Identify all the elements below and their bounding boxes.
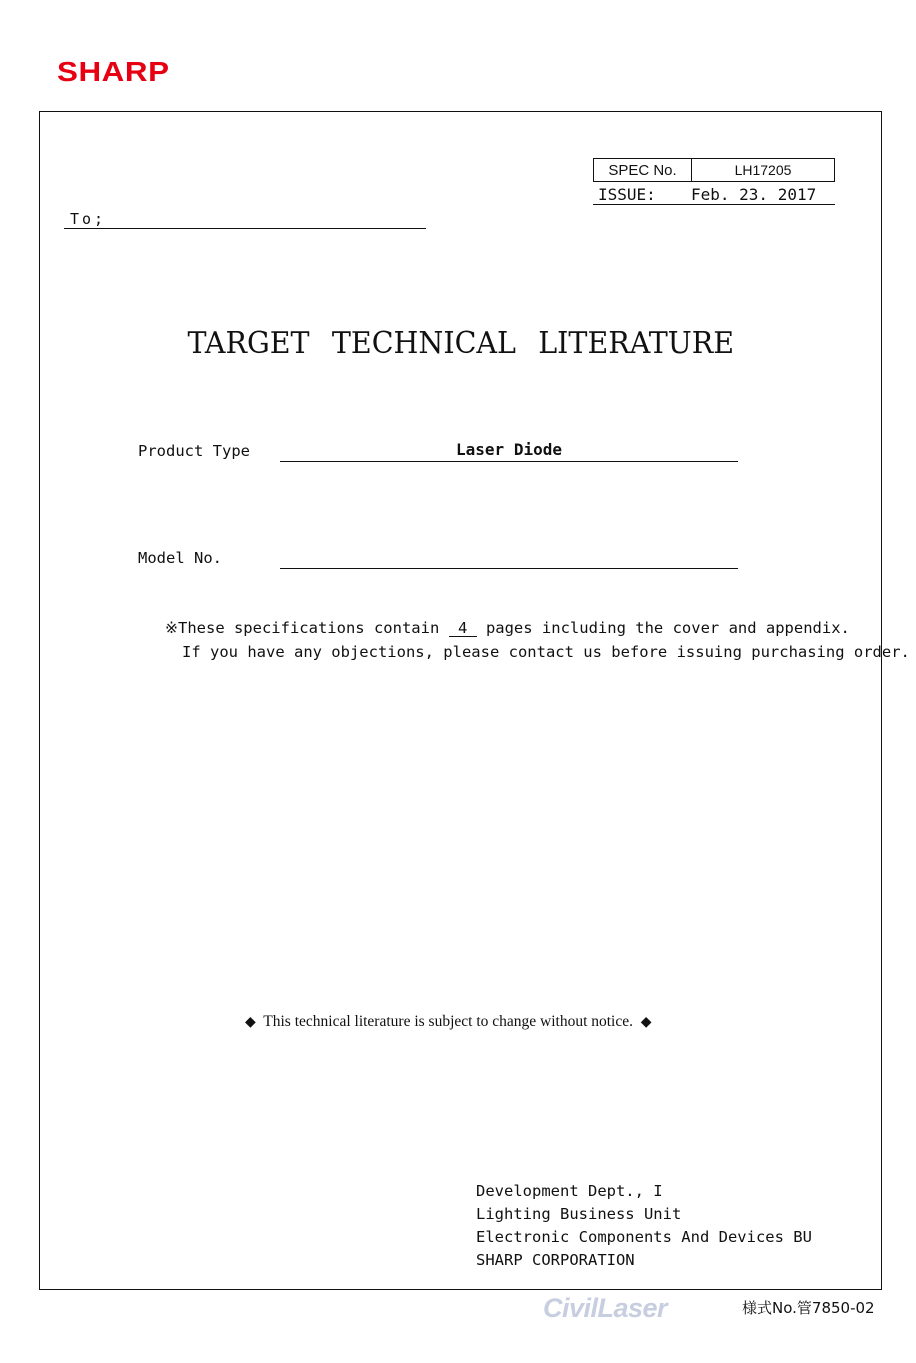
department-block	[476, 1180, 812, 1272]
pages-note-prefix: ※These specifications contain	[165, 619, 449, 637]
product-type-label: Product Type	[138, 442, 250, 460]
sharp-logo: SHARP	[57, 56, 170, 87]
diamond-icon: ◆	[640, 1015, 652, 1030]
department-line: Electronic Components And Devices BU	[476, 1228, 812, 1246]
model-no-label: Model No.	[138, 549, 222, 567]
change-notice	[245, 1013, 652, 1031]
objections-note: If you have any objections, please contact us before issuing purchasing order.	[182, 643, 910, 661]
pages-note-suffix: pages including the cover and appendix.	[476, 619, 850, 637]
spec-label: SPEC No.	[594, 159, 692, 181]
department-line: Development Dept., I	[476, 1182, 663, 1200]
civillaser-watermark: CivilLaser	[543, 1293, 668, 1323]
model-no-value	[280, 547, 738, 569]
spec-number-box	[593, 158, 835, 182]
to-field	[64, 209, 426, 229]
issue-date-row	[593, 184, 835, 205]
form-number: 様式No.管7850-02	[742, 1299, 875, 1317]
issue-label: ISSUE:	[598, 185, 656, 204]
department-line: SHARP CORPORATION	[476, 1251, 635, 1269]
diamond-icon: ◆	[245, 1015, 256, 1030]
department-line: Lighting Business Unit	[476, 1205, 682, 1223]
notice-text: This technical literature is subject to change without notice.	[263, 1013, 633, 1030]
document-frame	[39, 111, 882, 1290]
to-label: To;	[70, 210, 107, 228]
spec-value: LH17205	[734, 162, 792, 178]
pages-note	[165, 619, 850, 637]
product-type-value: Laser Diode	[280, 440, 738, 462]
page-title: TARGET TECHNICAL LITERATURE	[187, 326, 735, 361]
page-count: 4	[449, 620, 477, 637]
issue-value: Feb. 23. 2017	[691, 185, 817, 204]
